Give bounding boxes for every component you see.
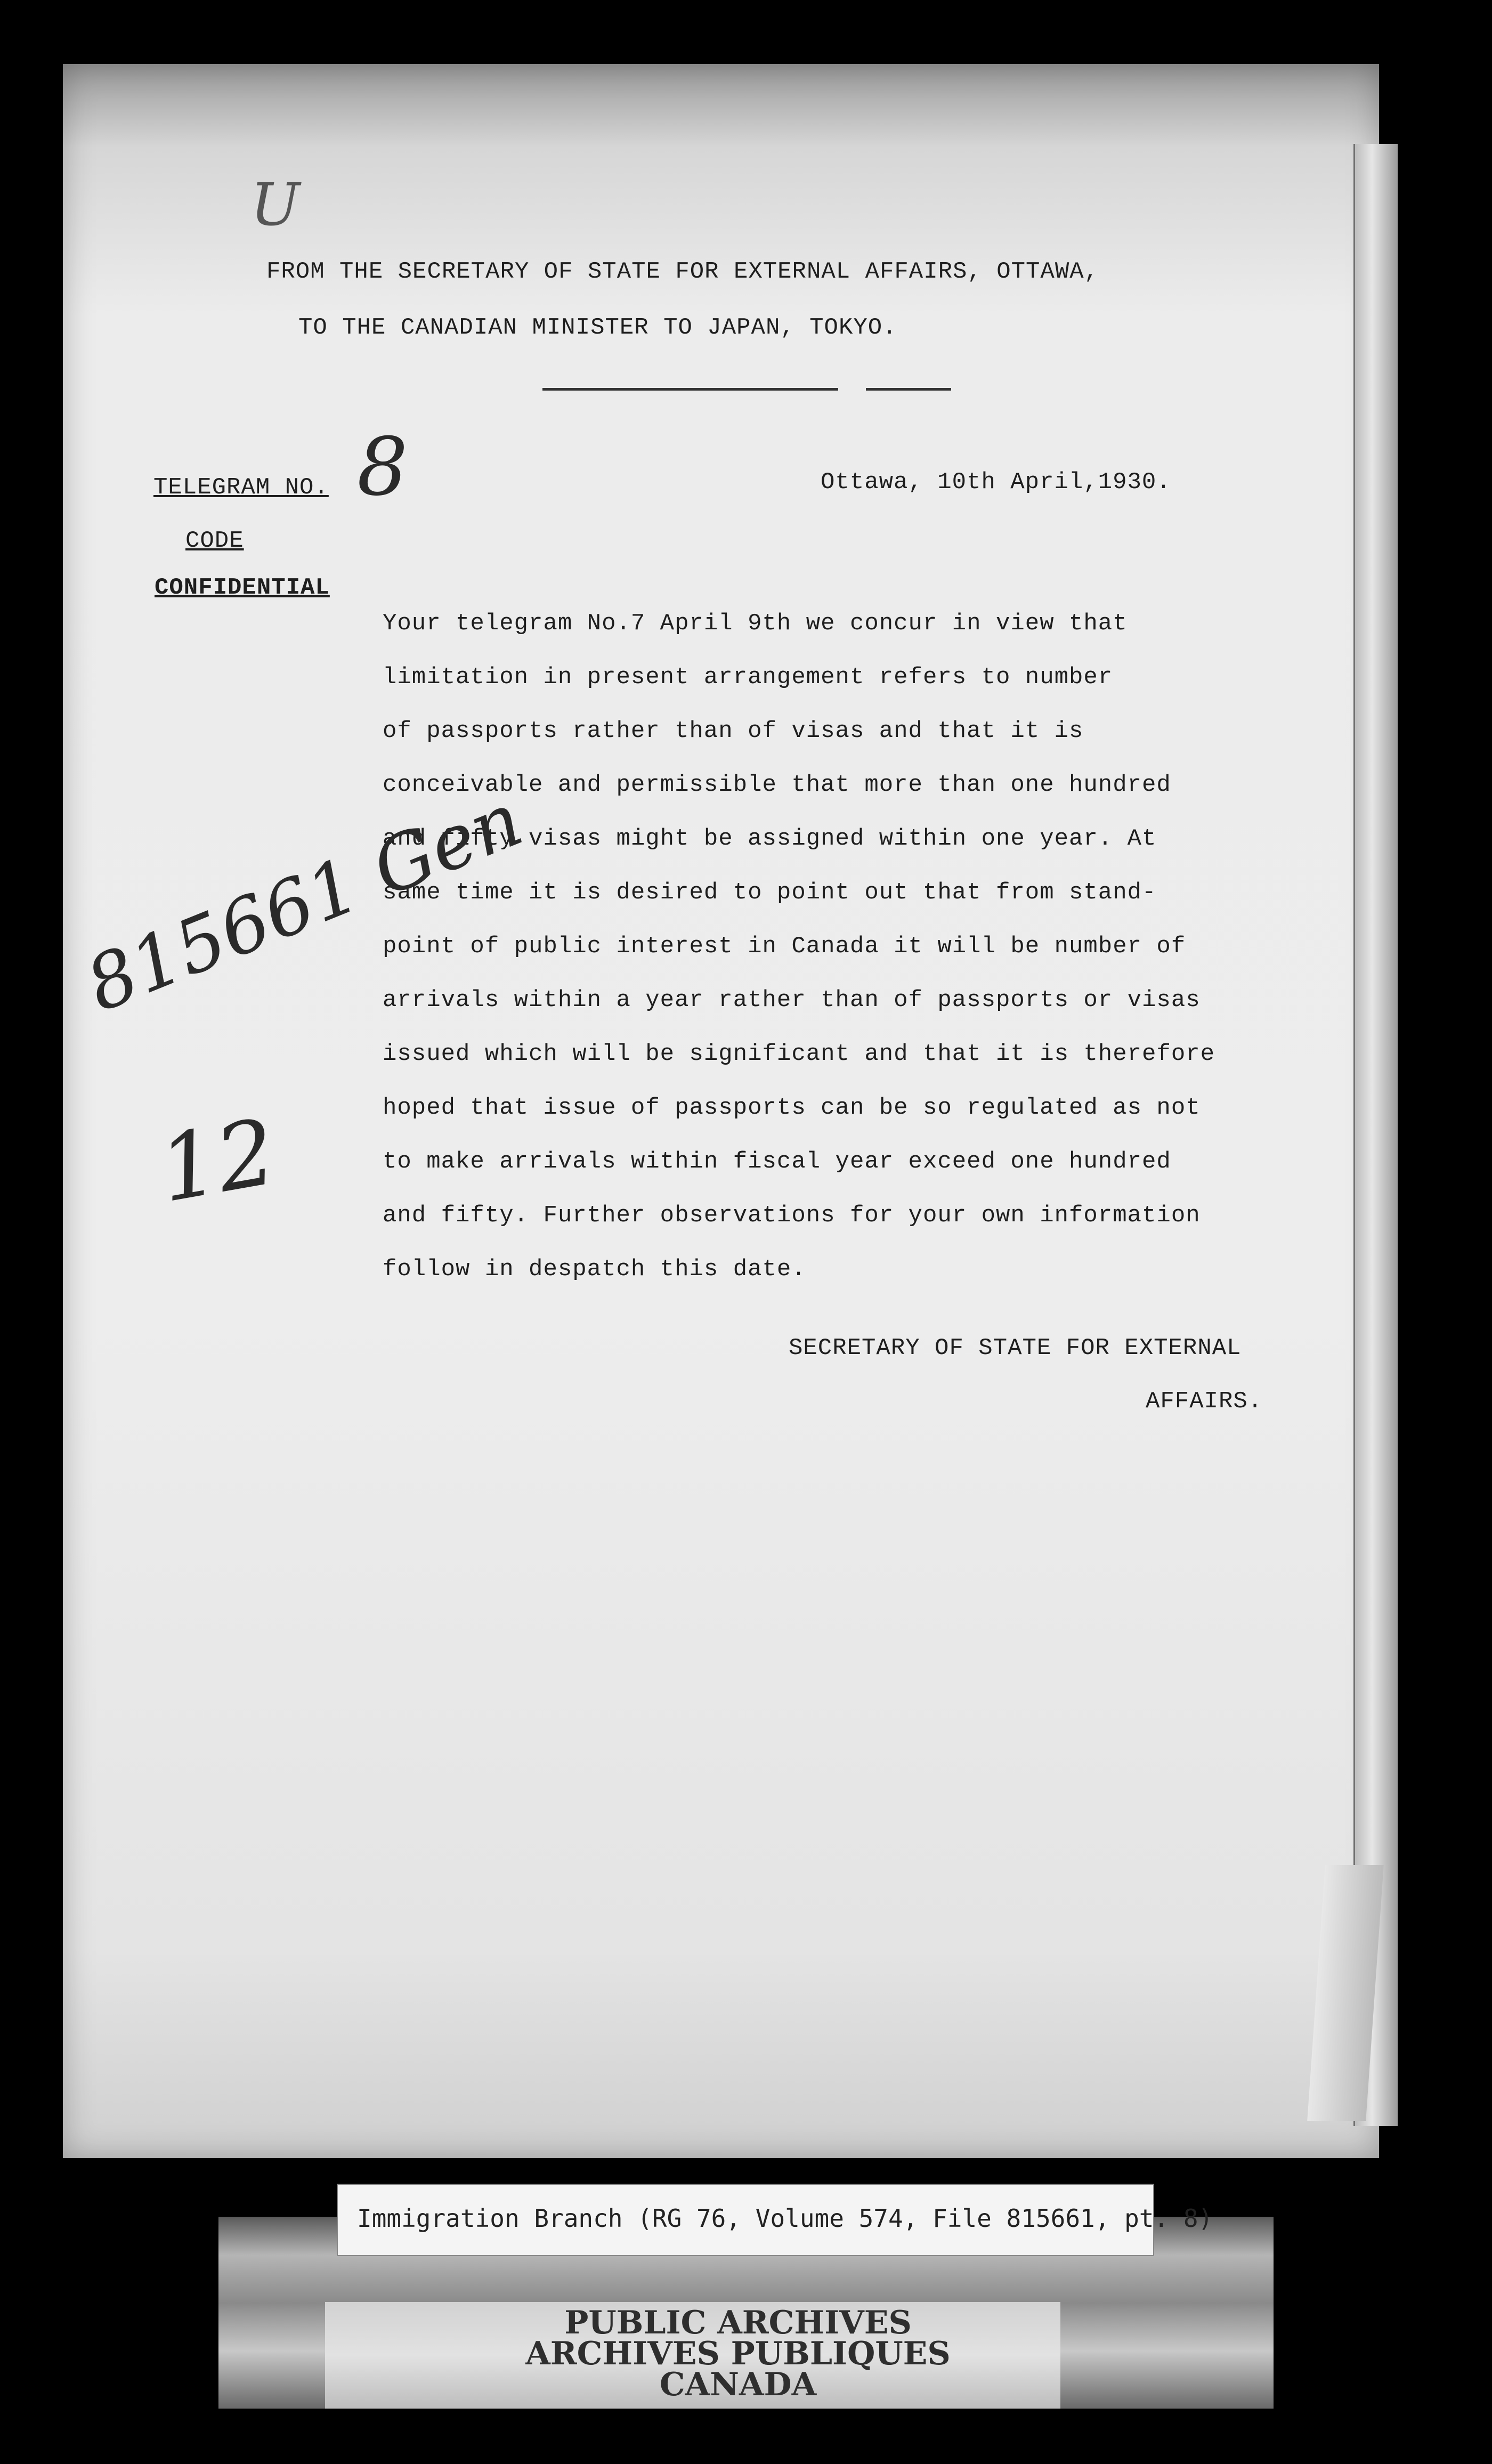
telegram-body [383,597,1320,1296]
handwritten-file-number: 815661 Gen [75,776,534,1030]
body-line: hoped that issue of passports can be so regulated as not [383,1095,1201,1121]
body-line: same time it is desired to point out that from stand- [383,879,1157,906]
source-caption [337,2184,1213,2256]
source-caption-text: Immigration Branch (RG 76, Volume 574, File 815661, pt. 8) [357,2204,1213,2233]
place-date: Ottawa, 10th April,1930. [821,469,1171,496]
signature-line-1: SECRETARY OF STATE FOR EXTERNAL [789,1335,1242,1361]
archive-stamp-line: PUBLIC ARCHIVES [564,2304,912,2341]
body-line: arrivals within a year rather than of passports or visas [383,987,1201,1014]
sheet-curled-edge [1353,144,1398,2126]
body-line: point of public interest in Canada it will be number of [383,933,1186,960]
body-line: limitation in present arrangement refers to number [383,664,1113,691]
body-line: issued which will be significant and that it is therefore [383,1041,1215,1067]
telegram-label: TELEGRAM NO. [153,474,329,501]
handwritten-folio-number: 12 [151,1099,283,1223]
telegram-number-handwritten: 8 [357,421,408,514]
body-line: to make arrivals within fiscal year exceed one hundred [383,1148,1171,1175]
heading-rule-long [542,388,838,391]
archive-stamp [498,2304,978,2403]
archive-stamp-line: CANADA [659,2366,817,2403]
body-line: Your telegram No.7 April 9th we concur in view that [383,610,1128,637]
heading-rule-short [866,388,951,391]
code-label: CODE [185,528,244,554]
body-line: follow in despatch this date. [383,1256,806,1283]
archive-stamp-line: ARCHIVES PUBLIQUES [525,2335,951,2372]
body-line: conceivable and permissible that more than one hundred [383,772,1171,798]
body-line: of passports rather than of visas and that it is [383,718,1084,744]
heading-to: TO THE CANADIAN MINISTER TO JAPAN, TOKYO. [298,314,897,341]
confidential-label: CONFIDENTIAL [155,574,330,601]
body-line: and fifty visas might be assigned within one year. At [383,825,1157,852]
marginal-mark: U [250,171,300,239]
heading-from: FROM THE SECRETARY OF STATE FOR EXTERNAL AFFAIRS, OTTAWA, [266,258,1099,285]
body-line: and fifty. Further observations for your own information [383,1202,1201,1229]
signature-line-2: AFFAIRS. [1146,1388,1263,1415]
